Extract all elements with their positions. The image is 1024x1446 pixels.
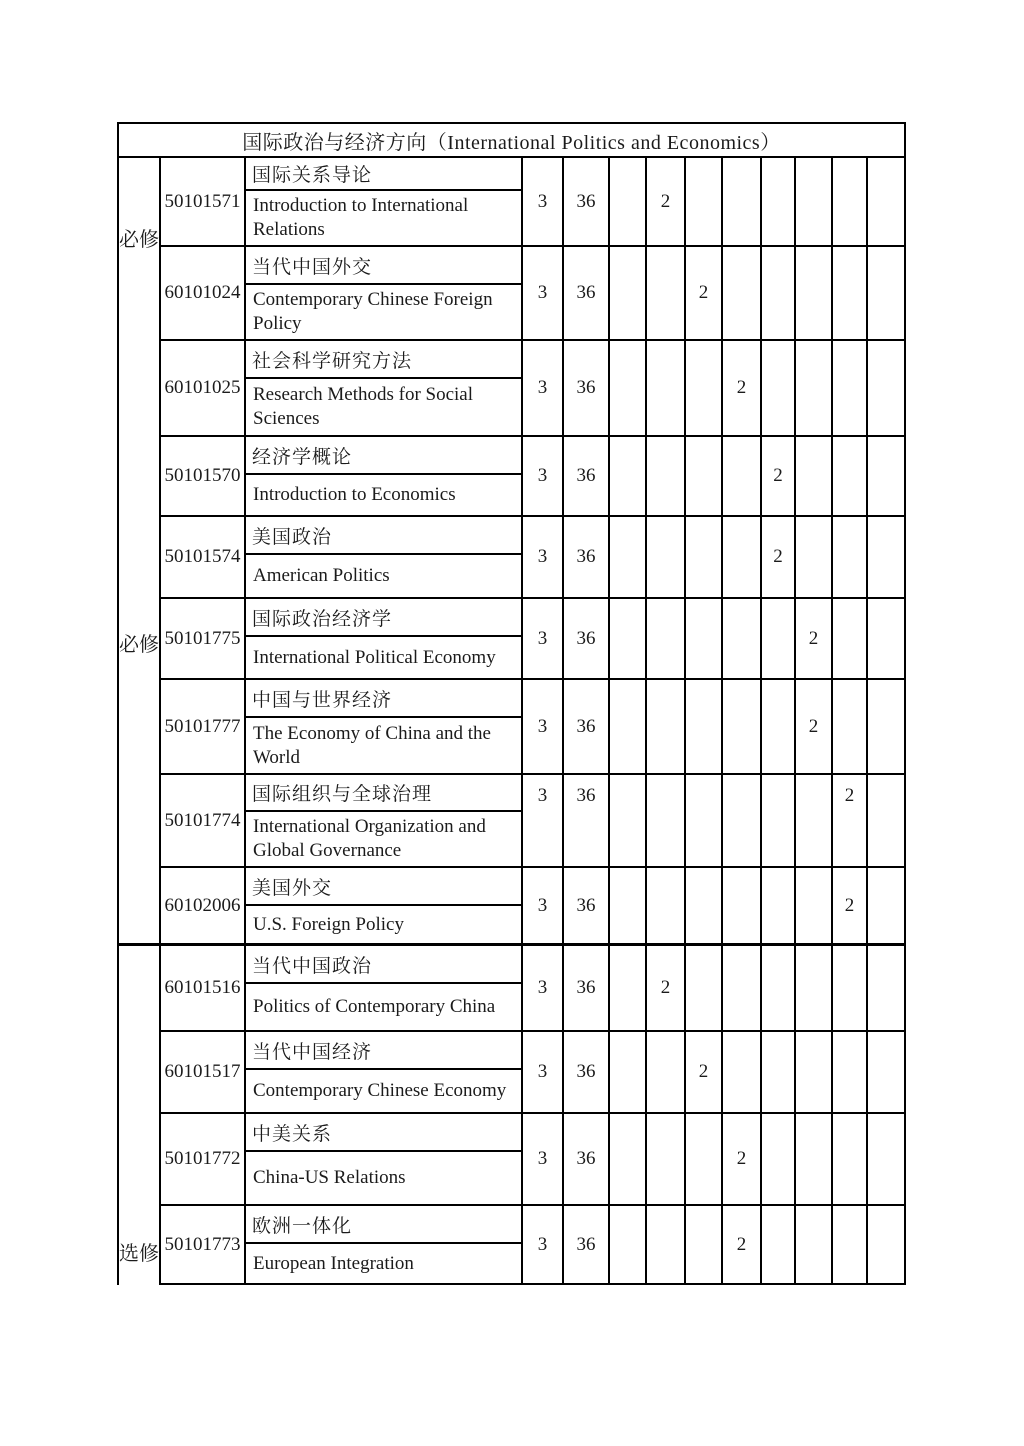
course-name-cn: 国际政治经济学: [246, 599, 521, 637]
section-required: [119, 158, 904, 946]
course-name-cell: [246, 868, 523, 943]
hours-value: 36: [564, 247, 610, 339]
course-name-cn: 经济学概论: [246, 437, 521, 475]
semester-cell-empty: [833, 437, 868, 515]
semester-cell-empty: [868, 437, 904, 515]
semester-cell-empty: [868, 517, 904, 597]
course-row: [161, 1206, 904, 1285]
course-name-cell: [246, 341, 523, 435]
course-name-en-text: European Integration: [253, 1252, 414, 1274]
semester-weekly-hours-value: 2: [723, 1114, 762, 1204]
semester-weekly-hours-value: 2: [647, 946, 686, 1030]
course-name-en: [246, 1070, 521, 1112]
semester-cell-empty: [796, 158, 833, 245]
course-code: 60101024: [161, 247, 246, 339]
course-code: 50101772: [161, 1114, 246, 1204]
credits-value: 3: [523, 1114, 564, 1204]
course-name-en-text: Research Methods for Social Sciences: [253, 384, 474, 429]
semester-cell-empty: [833, 1032, 868, 1112]
semester-weekly-hours-value: 2: [723, 341, 762, 435]
semester-cell-empty: [833, 599, 868, 678]
semester-cell-empty: [723, 775, 762, 866]
course-name-cn: 美国政治: [246, 517, 521, 555]
credits-value: 3: [523, 517, 564, 597]
course-row: [161, 868, 904, 943]
semester-cell-empty: [610, 599, 647, 678]
course-name-cell: [246, 437, 523, 515]
semester-cell-empty: [610, 775, 647, 866]
table-header-row: [119, 124, 904, 158]
course-name-cn: 国际组织与全球治理: [246, 775, 521, 812]
course-name-cn: 欧洲一体化: [246, 1206, 521, 1244]
course-row: [161, 1114, 904, 1206]
credits-value: 3: [523, 946, 564, 1030]
credits-value: 3: [523, 437, 564, 515]
semester-cell-empty: [762, 680, 796, 773]
semester-weekly-hours-value: 2: [686, 1032, 723, 1112]
section-elective: [119, 946, 904, 1285]
course-name-en: [246, 285, 521, 339]
semester-cell-empty: [833, 1114, 868, 1204]
semester-cell-empty: [647, 868, 686, 943]
semester-cell-empty: [686, 517, 723, 597]
course-name-en-text: Contemporary Chinese Foreign Policy: [253, 289, 493, 334]
semester-cell-empty: [686, 946, 723, 1030]
course-name-cn: 中美关系: [246, 1114, 521, 1152]
semester-cell-empty: [686, 1114, 723, 1204]
course-name-en-text: Politics of Contemporary China: [253, 996, 496, 1017]
course-code: 50101574: [161, 517, 246, 597]
semester-cell-empty: [868, 1206, 904, 1283]
semester-cell-empty: [647, 599, 686, 678]
semester-weekly-hours-value: 2: [833, 775, 868, 866]
course-row: [161, 680, 904, 775]
credits-value: 3: [523, 680, 564, 773]
semester-weekly-hours-value: 2: [796, 599, 833, 678]
course-name-en-text: International Political Economy: [253, 646, 496, 668]
semester-cell-empty: [762, 1114, 796, 1204]
course-name-cn: 当代中国外交: [246, 247, 521, 285]
semester-cell-empty: [647, 680, 686, 773]
semester-cell-empty: [868, 680, 904, 773]
course-name-cn: 美国外交: [246, 868, 521, 906]
semester-cell-empty: [868, 158, 904, 245]
course-type-label: 必修: [119, 634, 159, 656]
hours-value: 36: [564, 946, 610, 1030]
semester-cell-empty: [647, 437, 686, 515]
semester-cell-empty: [833, 247, 868, 339]
course-type-label: 选修: [119, 1243, 159, 1265]
course-name-en-text: U.S. Foreign Policy: [253, 913, 404, 935]
semester-cell-empty: [610, 247, 647, 339]
credits-value: 3: [523, 1206, 564, 1283]
semester-cell-empty: [833, 946, 868, 1030]
course-row: [161, 775, 904, 868]
semester-cell-empty: [868, 868, 904, 943]
semester-weekly-hours-value: 2: [762, 517, 796, 597]
semester-cell-empty: [796, 341, 833, 435]
semester-cell-empty: [723, 599, 762, 678]
course-name-en: [246, 555, 521, 597]
semester-cell-empty: [610, 1032, 647, 1112]
course-name-en: [246, 984, 521, 1030]
course-row: [161, 946, 904, 1032]
semester-cell-empty: [610, 1114, 647, 1204]
semester-cell-empty: [723, 158, 762, 245]
semester-weekly-hours-value: 2: [833, 868, 868, 943]
direction-title: 国际政治与经济方向（International Politics and Economics）: [242, 131, 781, 154]
semester-cell-empty: [610, 517, 647, 597]
course-code: 50101570: [161, 437, 246, 515]
course-name-en: [246, 906, 521, 943]
semester-cell-empty: [610, 1206, 647, 1283]
course-code: 60101516: [161, 946, 246, 1030]
course-row: [161, 1032, 904, 1114]
course-name-cn: 国际关系导论: [246, 158, 521, 191]
semester-cell-empty: [610, 437, 647, 515]
course-code: 50101777: [161, 680, 246, 773]
hours-value: 36: [564, 868, 610, 943]
course-type-cell: [119, 158, 161, 943]
curriculum-table: [117, 122, 906, 1285]
course-code: 50101775: [161, 599, 246, 678]
credits-value: 3: [523, 341, 564, 435]
semester-weekly-hours-value: 2: [647, 158, 686, 245]
course-type-label: 必修: [119, 229, 159, 251]
course-rows: [161, 946, 904, 1285]
semester-cell-empty: [762, 1032, 796, 1112]
course-row: [161, 437, 904, 517]
semester-cell-empty: [686, 599, 723, 678]
course-row: [161, 341, 904, 437]
semester-cell-empty: [686, 775, 723, 866]
course-code: 60101025: [161, 341, 246, 435]
semester-weekly-hours-value: 2: [796, 680, 833, 773]
hours-value: 36: [564, 517, 610, 597]
semester-cell-empty: [762, 775, 796, 866]
credits-value: 3: [523, 247, 564, 339]
semester-cell-empty: [833, 158, 868, 245]
semester-cell-empty: [610, 946, 647, 1030]
semester-cell-empty: [647, 775, 686, 866]
hours-value: 36: [564, 680, 610, 773]
hours-value: 36: [564, 437, 610, 515]
course-type-cell: [119, 946, 161, 1285]
semester-cell-empty: [796, 247, 833, 339]
course-row: [161, 158, 904, 247]
course-name-cell: [246, 946, 523, 1030]
credits-value: 3: [523, 775, 564, 866]
semester-cell-empty: [796, 517, 833, 597]
semester-cell-empty: [610, 341, 647, 435]
semester-cell-empty: [686, 158, 723, 245]
semester-weekly-hours-value: 2: [686, 247, 723, 339]
course-name-cn: 中国与世界经济: [246, 680, 521, 718]
course-name-en-text: International Organization and Global Governance: [253, 816, 486, 861]
semester-cell-empty: [647, 1206, 686, 1283]
course-name-cn: 当代中国政治: [246, 946, 521, 984]
semester-cell-empty: [610, 680, 647, 773]
course-name-cell: [246, 775, 523, 866]
semester-cell-empty: [686, 437, 723, 515]
course-name-en-text: The Economy of China and the World: [253, 722, 491, 768]
course-name-en-text: American Politics: [253, 565, 390, 586]
course-name-en: [246, 812, 521, 866]
semester-cell-empty: [723, 247, 762, 339]
course-name-en: [246, 379, 521, 435]
semester-cell-empty: [833, 680, 868, 773]
credits-value: 3: [523, 868, 564, 943]
semester-cell-empty: [723, 437, 762, 515]
course-row: [161, 517, 904, 599]
credits-value: 3: [523, 599, 564, 678]
course-name-en: [246, 637, 521, 678]
semester-cell-empty: [723, 517, 762, 597]
credits-value: 3: [523, 1032, 564, 1112]
semester-cell-empty: [796, 1032, 833, 1112]
semester-cell-empty: [796, 1114, 833, 1204]
course-name-cell: [246, 1114, 523, 1204]
semester-cell-empty: [723, 868, 762, 943]
semester-cell-empty: [723, 946, 762, 1030]
semester-cell-empty: [762, 868, 796, 943]
semester-cell-empty: [647, 341, 686, 435]
course-name-cell: [246, 599, 523, 678]
semester-cell-empty: [647, 1114, 686, 1204]
semester-cell-empty: [868, 247, 904, 339]
course-row: [161, 599, 904, 680]
semester-cell-empty: [686, 1206, 723, 1283]
course-name-en-text: China-US Relations: [253, 1167, 406, 1188]
course-name-en: [246, 191, 521, 245]
course-name-cell: [246, 247, 523, 339]
course-row: [161, 247, 904, 341]
semester-cell-empty: [796, 1206, 833, 1283]
semester-cell-empty: [796, 437, 833, 515]
hours-value: 36: [564, 341, 610, 435]
course-name-en: [246, 718, 521, 773]
course-code: 50101773: [161, 1206, 246, 1283]
hours-value: 36: [564, 1114, 610, 1204]
semester-weekly-hours-value: 2: [723, 1206, 762, 1283]
semester-cell-empty: [833, 517, 868, 597]
semester-cell-empty: [868, 775, 904, 866]
semester-cell-empty: [762, 946, 796, 1030]
course-rows: [161, 158, 904, 943]
course-name-cn: 社会科学研究方法: [246, 341, 521, 379]
semester-cell-empty: [762, 1206, 796, 1283]
table-body: [119, 158, 904, 1285]
semester-cell-empty: [647, 517, 686, 597]
semester-cell-empty: [647, 1032, 686, 1112]
semester-cell-empty: [686, 680, 723, 773]
hours-value: 36: [564, 158, 610, 245]
semester-cell-empty: [868, 1114, 904, 1204]
course-name-cell: [246, 1206, 523, 1283]
semester-cell-empty: [868, 1032, 904, 1112]
semester-cell-empty: [762, 599, 796, 678]
course-name-cn: 当代中国经济: [246, 1032, 521, 1070]
semester-cell-empty: [796, 868, 833, 943]
semester-cell-empty: [723, 1032, 762, 1112]
semester-weekly-hours-value: 2: [762, 437, 796, 515]
semester-cell-empty: [796, 946, 833, 1030]
course-name-en-text: Contemporary Chinese Economy: [253, 1080, 507, 1101]
course-name-cell: [246, 1032, 523, 1112]
course-name-cell: [246, 517, 523, 597]
credits-value: 3: [523, 158, 564, 245]
semester-cell-empty: [833, 341, 868, 435]
course-code: 60101517: [161, 1032, 246, 1112]
course-name-en-text: Introduction to International Relations: [253, 195, 469, 240]
course-name-en: [246, 475, 521, 515]
semester-cell-empty: [610, 868, 647, 943]
course-name-en: [246, 1152, 521, 1204]
course-name-en: [246, 1244, 521, 1283]
semester-cell-empty: [833, 1206, 868, 1283]
semester-cell-empty: [868, 341, 904, 435]
semester-cell-empty: [868, 599, 904, 678]
hours-value: 36: [564, 775, 610, 866]
course-code: 60102006: [161, 868, 246, 943]
course-name-cell: [246, 158, 523, 245]
hours-value: 36: [564, 1032, 610, 1112]
course-code: 50101774: [161, 775, 246, 866]
course-code: 50101571: [161, 158, 246, 245]
semester-cell-empty: [868, 946, 904, 1030]
semester-cell-empty: [762, 247, 796, 339]
semester-cell-empty: [762, 158, 796, 245]
hours-value: 36: [564, 599, 610, 678]
semester-cell-empty: [647, 247, 686, 339]
semester-cell-empty: [686, 868, 723, 943]
semester-cell-empty: [762, 341, 796, 435]
course-name-en-text: Introduction to Economics: [253, 484, 456, 505]
course-name-cell: [246, 680, 523, 773]
semester-cell-empty: [796, 775, 833, 866]
semester-cell-empty: [723, 680, 762, 773]
semester-cell-empty: [610, 158, 647, 245]
semester-cell-empty: [686, 341, 723, 435]
hours-value: 36: [564, 1206, 610, 1283]
